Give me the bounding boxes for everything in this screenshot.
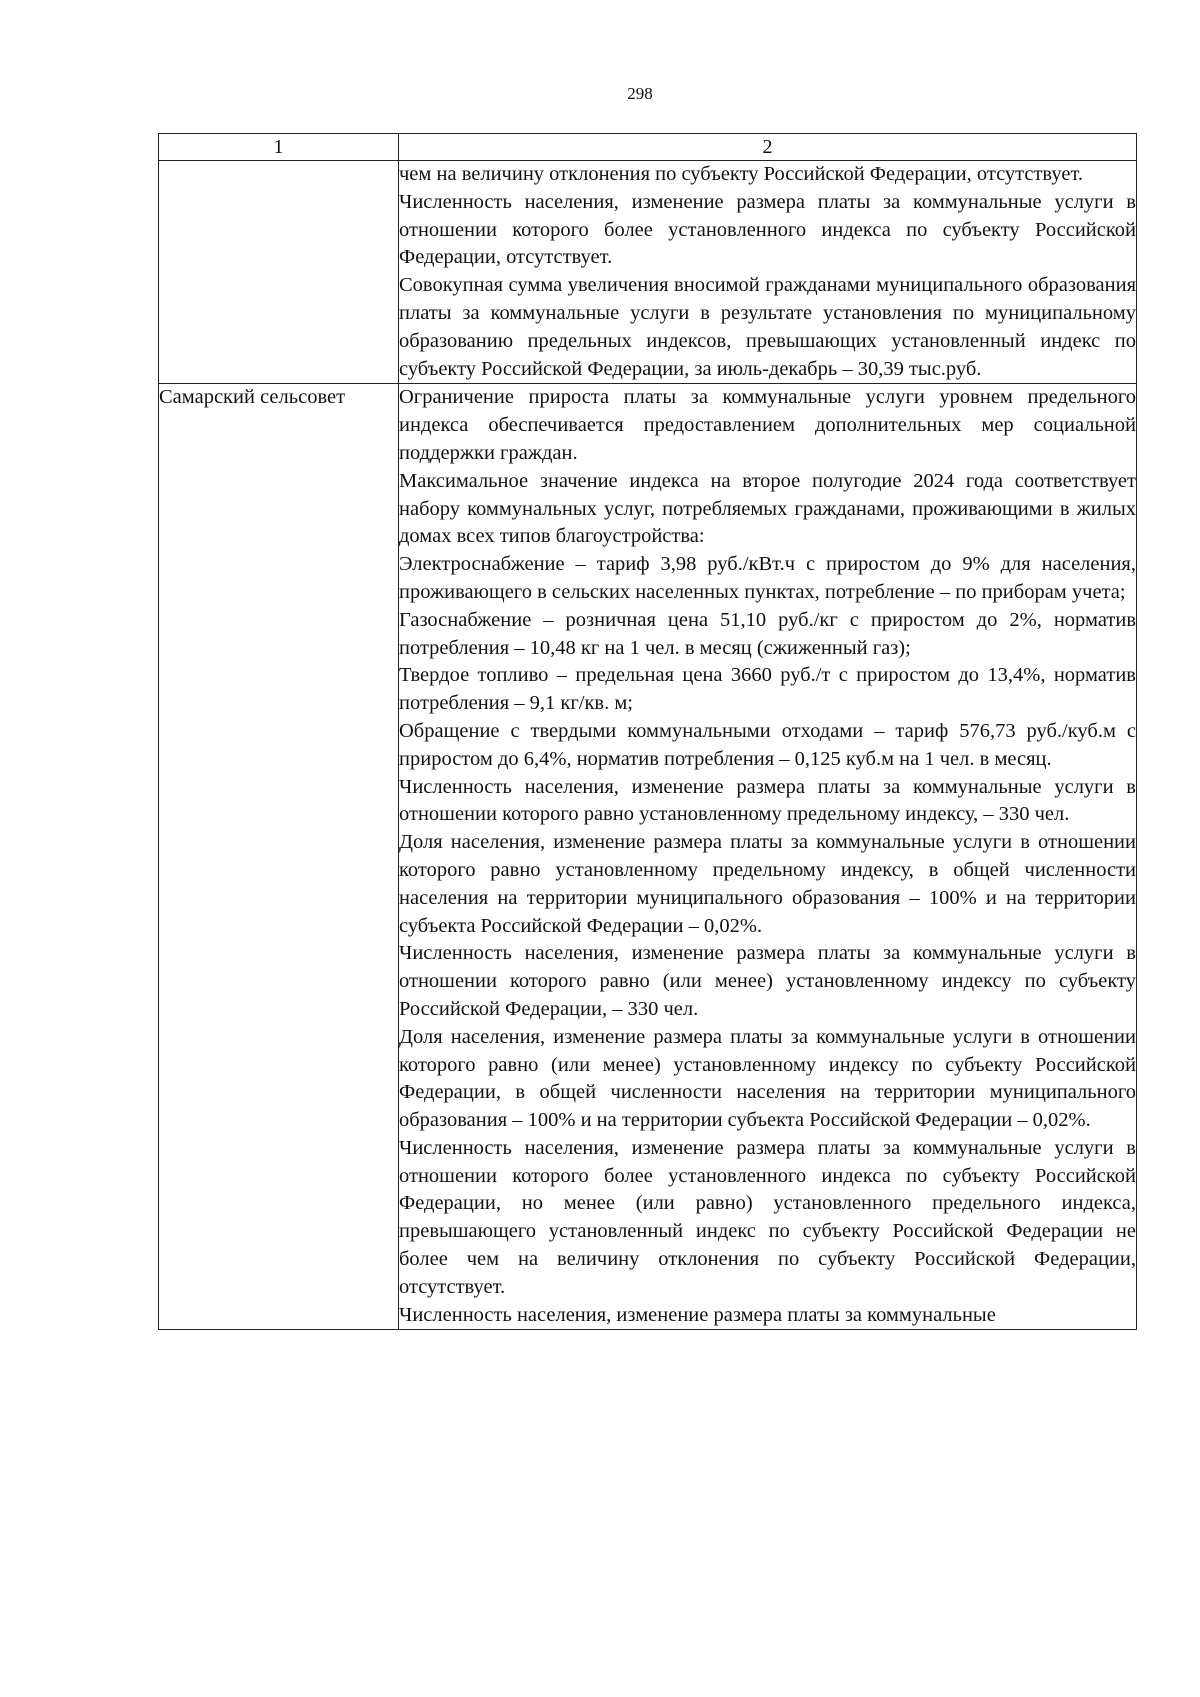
paragraph: Доля населения, изменение размера платы за коммунальные услуги в отношении которого равно установленному предельному индексу, в общей численности населения на территории муниципального образования – 100% и на территории субъекта Российской Федерации – 0,02%.	[399, 831, 1136, 937]
tariff-table	[158, 133, 1137, 1330]
municipality-name-cell	[159, 161, 399, 384]
table-header-row	[159, 134, 1137, 161]
column-header-1: 1	[159, 134, 399, 161]
description-cell	[399, 161, 1137, 384]
paragraph: Доля населения, изменение размера платы за коммунальные услуги в отношении которого равно (или менее) установленному индексу по субъекту Российской Федерации, в общей численности населения на территории муниципального образования – 100% и на территории субъекта Российской Федерации – 0,02%.	[399, 1025, 1136, 1132]
table-row	[159, 384, 1137, 1330]
page-number: 298	[627, 84, 653, 103]
paragraph: Численность населения, изменение размера платы за коммунальные услуги в отношении которого более установленного индекса по субъекту Российской Федерации, но менее (или равно) установленного предельного индекса, превышающего установленный индекс по субъекту Российской Федерации не более чем на величину отклонения по субъекту Российской Федерации, отсутствует.	[399, 1136, 1136, 1298]
table-row	[159, 161, 1137, 384]
municipality-name-cell: Самарский сельсовет	[159, 384, 399, 1330]
paragraph: Ограничение прироста платы за коммунальные услуги уровнем предельного индекса обеспечивается предоставлением дополнительных мер социальной поддержки граждан.	[399, 386, 1136, 464]
paragraph: Численность населения, изменение размера платы за коммунальные услуги в отношении которого равно установленному предельному индексу, – 330 чел.	[399, 775, 1136, 826]
paragraph: Совокупная сумма увеличения вносимой гражданами муниципального образования платы за коммунальные услуги в результате установления по муниципальному образованию предельных индексов, превышающих установленный индекс по субъекту Российской Федерации, за июль-декабрь – 30,39 тыс.руб.	[399, 274, 1136, 380]
paragraph: Газоснабжение – розничная цена 51,10 руб./кг с приростом до 2%, норматив потребления – 10,48 кг на 1 чел. в месяц (сжиженный газ);	[399, 608, 1136, 659]
paragraph: чем на величину отклонения по субъекту Российской Федерации, отсутствует.	[399, 163, 1084, 185]
paragraph: Электроснабжение – тариф 3,98 руб./кВт.ч с приростом до 9% для населения, проживающего в сельских населенных пунктах, потребление – по приборам учета;	[399, 553, 1136, 603]
paragraph: Твердое топливо – предельная цена 3660 руб./т с приростом до 13,4%, норматив потребления – 9,1 кг/кв. м;	[399, 664, 1136, 715]
paragraph: Численность населения, изменение размера платы за коммунальные услуги в отношении которого более установленного индекса по субъекту Российской Федерации, отсутствует.	[399, 190, 1136, 269]
paragraph: Численность населения, изменение размера платы за коммунальные услуги в отношении которого равно (или менее) установленному индексу по субъекту Российской Федерации, – 330 чел.	[399, 942, 1136, 1020]
paragraph: Максимальное значение индекса на второе полугодие 2024 года соответствует набору коммунальных услуг, потребляемых гражданами, проживающими в жилых домах всех типов благоустройства:	[399, 469, 1136, 548]
paragraph: Обращение с твердыми коммунальными отходами – тариф 576,73 руб./куб.м с приростом до 6,4%, норматив потребления – 0,125 куб.м на 1 чел. в месяц.	[399, 719, 1136, 770]
paragraph: Численность населения, изменение размера платы за коммунальные	[399, 1303, 996, 1326]
column-header-2: 2	[399, 134, 1137, 161]
description-cell	[399, 384, 1137, 1330]
